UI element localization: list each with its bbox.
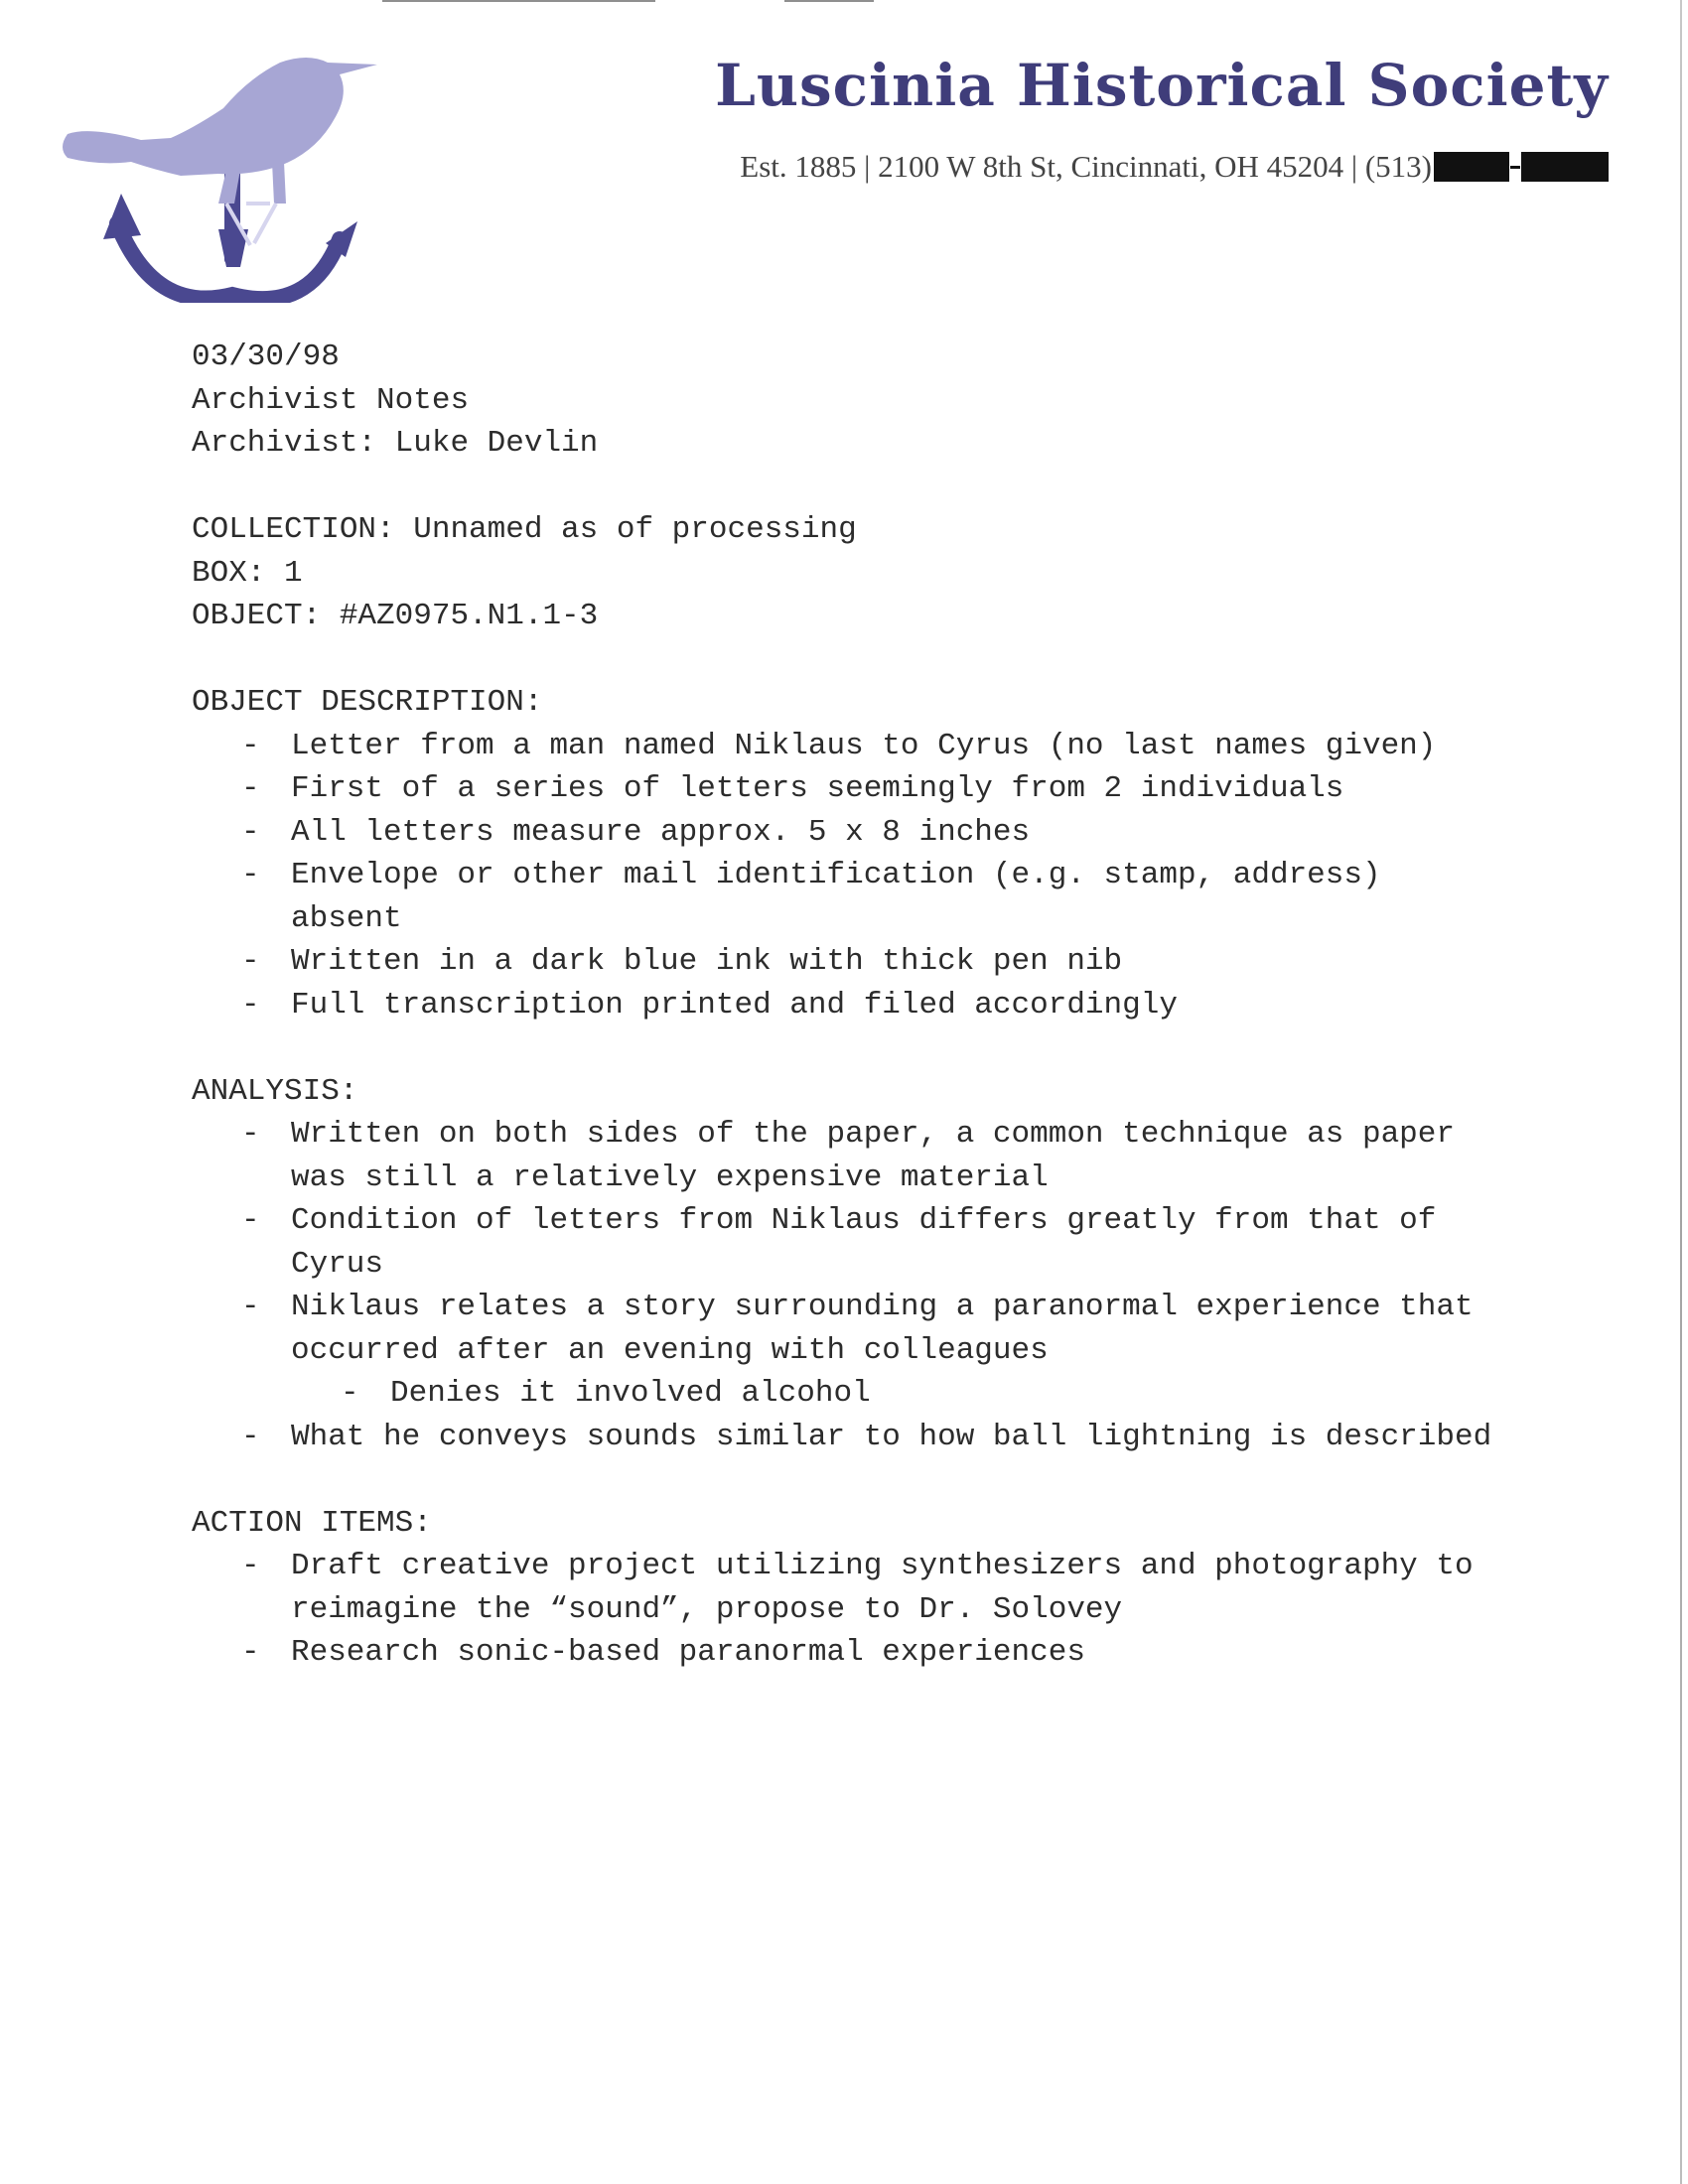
list-item: - Full transcription printed and filed accordingly bbox=[192, 984, 1502, 1027]
document-type: Archivist Notes bbox=[192, 382, 470, 418]
list-item: - All letters measure approx. 5 x 8 inches bbox=[192, 811, 1502, 855]
list-item: - Written on both sides of the paper, a common technique as paper was still a relatively expensive material bbox=[192, 1113, 1502, 1199]
nightingale-bird-icon bbox=[63, 58, 377, 204]
object-field: OBJECT: #AZ0975.N1.1-3 bbox=[192, 599, 599, 633]
box-field: BOX: 1 bbox=[192, 555, 303, 591]
redaction-bar bbox=[1434, 152, 1509, 182]
redaction-bar bbox=[1521, 152, 1609, 182]
list-item: - Letter from a man named Niklaus to Cyrus (no last names given) bbox=[192, 725, 1502, 768]
bird-on-anchor-logo-icon bbox=[60, 55, 387, 303]
organization-contact-line bbox=[740, 149, 1609, 185]
archivist-name: Archivist: Luke Devlin bbox=[192, 426, 599, 461]
section-heading-action-items: ACTION ITEMS: bbox=[192, 1505, 432, 1541]
sub-list-item: - Denies it involved alcohol bbox=[192, 1372, 1502, 1416]
object-description-list bbox=[192, 725, 1502, 1027]
section-heading-object-description: OBJECT DESCRIPTION: bbox=[192, 685, 543, 720]
list-item: - What he conveys sounds similar to how ball lightning is described bbox=[192, 1416, 1502, 1459]
list-item: - Envelope or other mail identification (e.g. stamp, address) absent bbox=[192, 854, 1502, 940]
phone-dash bbox=[1510, 166, 1520, 169]
organization-name: Luscinia Historical Society bbox=[715, 52, 1609, 119]
analysis-list bbox=[192, 1113, 1502, 1458]
section-heading-analysis: ANALYSIS: bbox=[192, 1073, 358, 1109]
list-item: - Condition of letters from Niklaus differs greatly from that of Cyrus bbox=[192, 1199, 1502, 1286]
archivist-notes-body bbox=[192, 336, 1502, 1675]
list-item: - Research sonic-based paranormal experiences bbox=[192, 1631, 1502, 1675]
scan-artifact-top-left bbox=[382, 0, 655, 2]
scan-artifact-top-right bbox=[784, 0, 874, 2]
collection-field: COLLECTION: Unnamed as of processing bbox=[192, 512, 857, 547]
organization-info-text: Est. 1885 | 2100 W 8th St, Cincinnati, OH 45204 | (513) bbox=[740, 149, 1432, 184]
note-date: 03/30/98 bbox=[192, 340, 340, 374]
action-items-list bbox=[192, 1545, 1502, 1675]
list-item: - Niklaus relates a story surrounding a paranormal experience that occurred after an evening with colleagues bbox=[192, 1286, 1502, 1372]
list-item: - Draft creative project utilizing synthesizers and photography to reimagine the “sound”, propose to Dr. Solovey bbox=[192, 1545, 1502, 1631]
list-item: - First of a series of letters seemingly from 2 individuals bbox=[192, 767, 1502, 811]
scan-artifact-right-edge bbox=[1680, 0, 1682, 2184]
list-item: - Written in a dark blue ink with thick pen nib bbox=[192, 940, 1502, 984]
